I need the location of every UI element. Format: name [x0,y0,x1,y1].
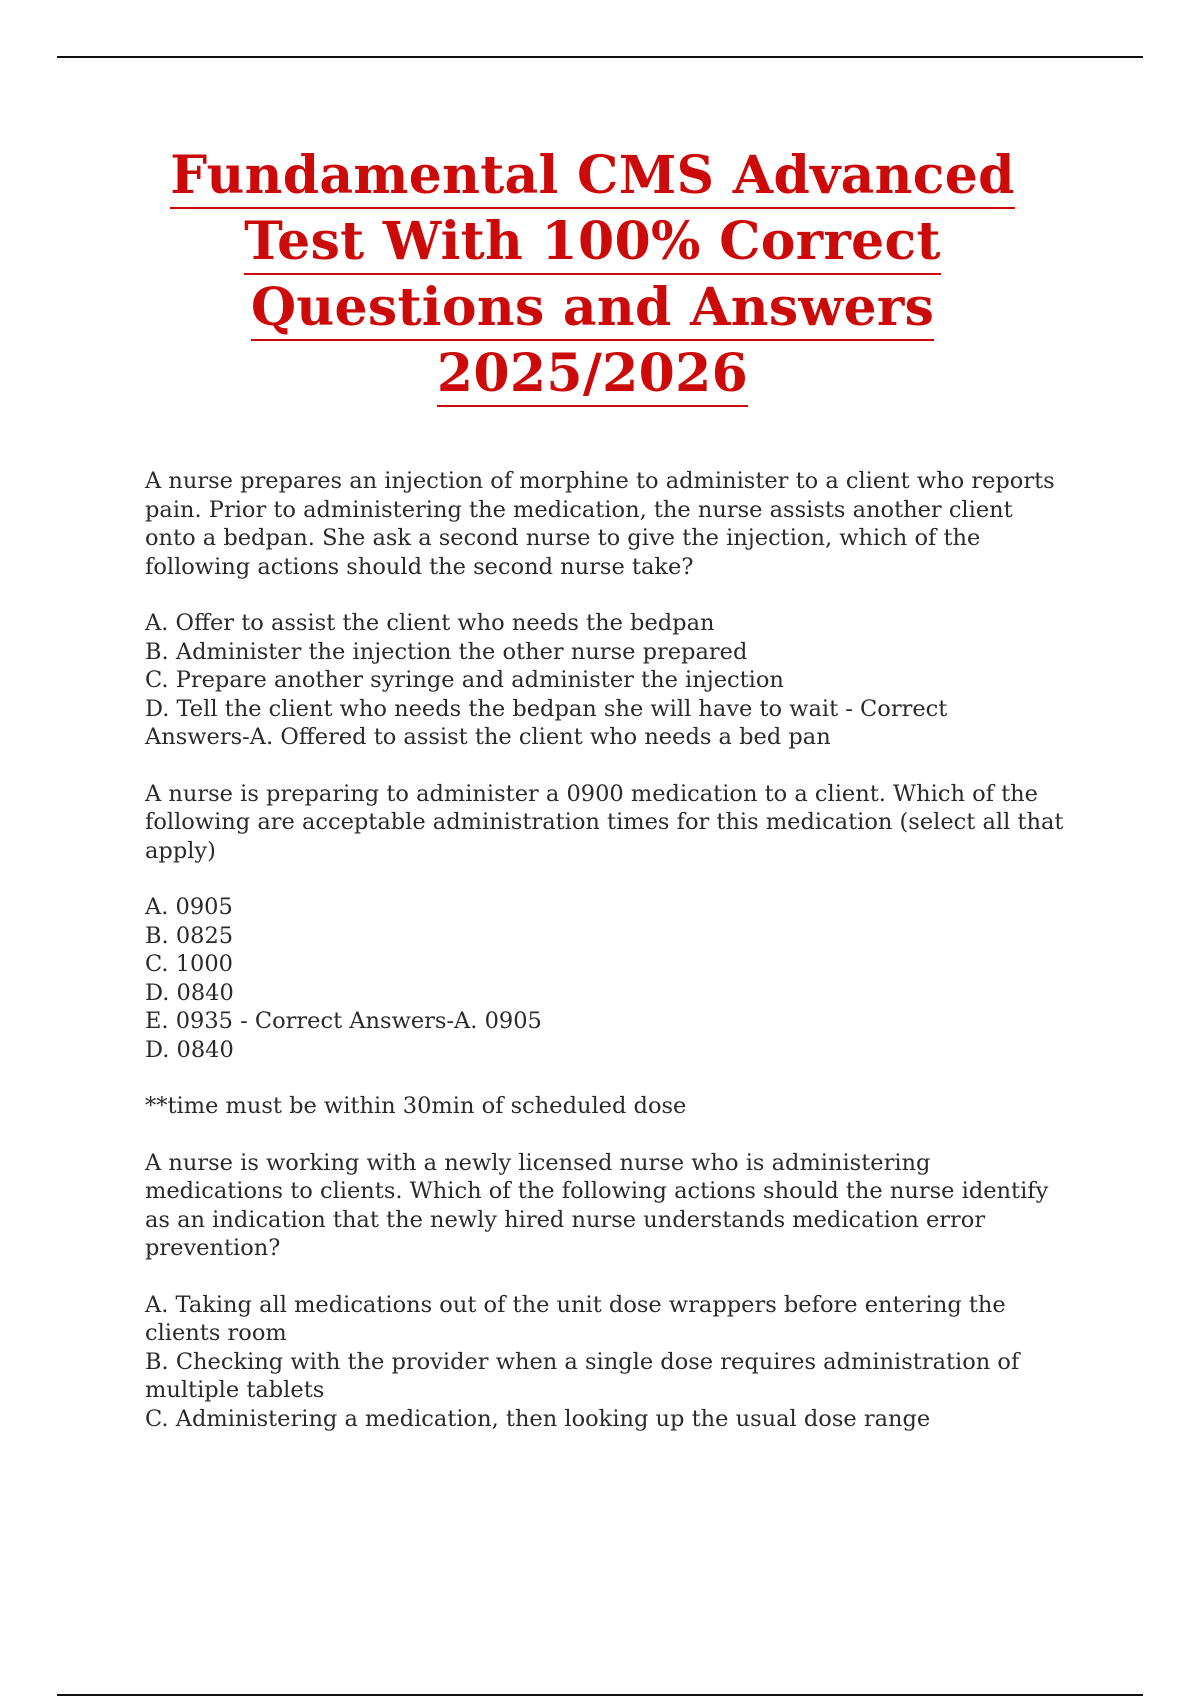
title-line-3: Questions and Answers [251,278,934,341]
option-line: B. Administer the injection the other nurse prepared [145,638,748,665]
header-rule [57,56,1143,58]
question-line: following are acceptable administration times for this medication (select all that [145,809,1064,835]
question-3 [145,1149,1105,1263]
option-line: C. Prepare another syringe and administer the injection [145,667,784,693]
title-line-1: Fundamental CMS Advanced [170,146,1014,209]
title-line-4: 2025/2026 [437,344,748,407]
question-3-options [145,1291,1105,1434]
question-line: A nurse is preparing to administer a 0900 medication to a client. Which of the [145,780,1038,807]
question-line: A nurse prepares an injection of morphine to administer to a client who reports [145,468,1055,494]
question-line: apply) [145,837,216,864]
answer-line: Answers-A. Offered to assist the client who needs a bed pan [145,724,831,750]
option-line: A. Offer to assist the client who needs the bedpan [145,610,715,636]
question-1 [145,467,1105,581]
option-line: D. 0840 [145,1036,234,1063]
option-line: D. Tell the client who needs the bedpan she will have to wait - Correct [145,695,948,722]
question-1-options [145,609,1105,752]
footer-rule [57,1694,1143,1696]
option-line: B. 0825 [145,922,234,949]
question-2-options [145,893,1105,1064]
answer-line: E. 0935 - Correct Answers-A. 0905 [145,1008,542,1034]
option-line: multiple tablets [145,1377,325,1403]
question-line: pain. Prior to administering the medication, the nurse assists another client [145,496,1013,523]
title-line-2: Test With 100% Correct [244,212,941,275]
option-line: C. 1000 [145,951,233,977]
question-2-note [145,1092,1105,1121]
question-line: as an indication that the newly hired nurse understands medication error [145,1206,986,1233]
question-2 [145,780,1105,866]
option-line: D. 0840 [145,979,234,1006]
option-line: A. 0905 [145,894,233,920]
document-title [0,146,1185,410]
document-body [145,467,1105,1461]
option-line: B. Checking with the provider when a single dose requires administration of [145,1348,1020,1375]
question-line: prevention? [145,1235,281,1261]
question-line: onto a bedpan. She ask a second nurse to give the injection, which of the [145,525,981,551]
note-line: **time must be within 30min of scheduled dose [145,1093,687,1119]
option-line: clients room [145,1320,287,1346]
question-line: medications to clients. Which of the following actions should the nurse identify [145,1178,1049,1204]
question-line: A nurse is working with a newly licensed nurse who is administering [145,1149,931,1176]
option-line: C. Administering a medication, then looking up the usual dose range [145,1405,931,1432]
question-line: following actions should the second nurse take? [145,553,694,580]
option-line: A. Taking all medications out of the unit dose wrappers before entering the [145,1291,1006,1318]
